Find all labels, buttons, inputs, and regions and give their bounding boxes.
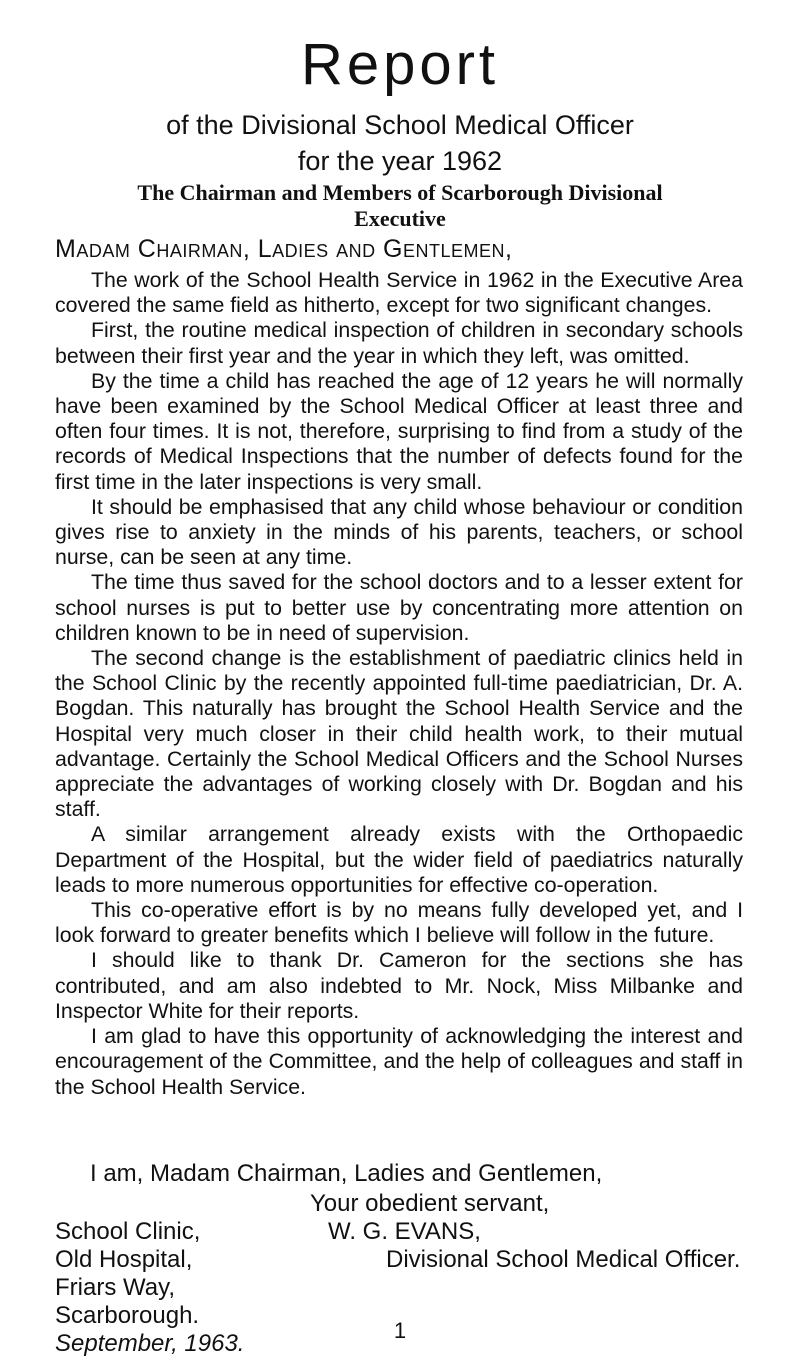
paragraph: This co-operative effort is by no means fully developed yet, and I look forward to greater benefits which I believe will follow in the future. <box>55 898 743 948</box>
address-line: Scarborough. <box>55 1302 200 1329</box>
paragraph: The time thus saved for the school doctors and to a lesser extent for school nurses is put to better use by concentrating more attention on children known to be in need of supervision. <box>55 570 743 645</box>
paragraph: I am glad to have this opportunity of acknowledging the interest and encouragement of the Committee, and the help of colleagues and staff in the School Health Service. <box>55 1024 743 1099</box>
closing-line: I am, Madam Chairman, Ladies and Gentlemen, <box>90 1160 603 1187</box>
subtitle-line-2: for the year 1962 <box>297 146 503 176</box>
address-line: Old Hospital, <box>55 1246 193 1273</box>
paragraph: The second change is the establishment of paediatric clinics held in the School Clinic by the recently appointed full-time paediatrician, Dr. A. Bogdan. This naturally has brought the School Health Service and the Hospital very much closer in their child health work, to their mutual advantage. Certainly the School Medical Officers and the School Nurses appreciate the advantages of working closely with Dr. Bogdan and his staff. <box>55 646 743 822</box>
letter-date: September, 1963. <box>55 1330 245 1357</box>
signatory-name: W. G. EVANS, <box>328 1218 481 1245</box>
paragraph: The work of the School Health Service in 1962 in the Executive Area covered the same field as hitherto, except for two significant changes. <box>55 268 743 318</box>
paragraph: A similar arrangement already exists with the Orthopaedic Department of the Hospital, but the wider field of paediatrics naturally leads to more numerous opportunities for effective co-operation. <box>55 822 743 897</box>
address-line: Friars Way, <box>55 1274 175 1301</box>
address-line: School Clinic, <box>55 1218 201 1245</box>
addressee-line-1: The Chairman and Members of Scarborough Divisional <box>137 180 663 205</box>
addressee <box>55 180 745 232</box>
paragraph: By the time a child has reached the age of 12 years he will normally have been examined by the School Medical Officer at least three and often four times. It is not, therefore, surprising to find from a study of the records of Medical Inspections that the number of defects found for the first time in the later inspections is very small. <box>55 368 743 494</box>
paragraph: It should be emphasised that any child whose behaviour or condition gives rise to anxiety in the minds of his parents, teachers, or school nurse, can be seen at any time. <box>55 494 743 570</box>
valediction: Your obedient servant, <box>310 1190 550 1217</box>
page-number: 1 <box>393 1318 407 1343</box>
addressee-line-2: Executive <box>354 206 446 231</box>
report-title: Report <box>300 32 500 97</box>
letter-body <box>55 268 743 1100</box>
subtitle-line-1: of the Divisional School Medical Officer <box>166 110 634 140</box>
paragraph: I should like to thank Dr. Cameron for the sections she has contributed, and am also indebted to Mr. Nock, Miss Milbanke and Inspector White for their reports. <box>55 948 743 1023</box>
salutation: Madam Chairman, Ladies and Gentlemen, <box>55 235 513 263</box>
signatory-position: Divisional School Medical Officer. <box>386 1246 741 1273</box>
paragraph: First, the routine medical inspection of children in secondary schools between their first year and the year in which they left, was omitted. <box>55 318 743 368</box>
